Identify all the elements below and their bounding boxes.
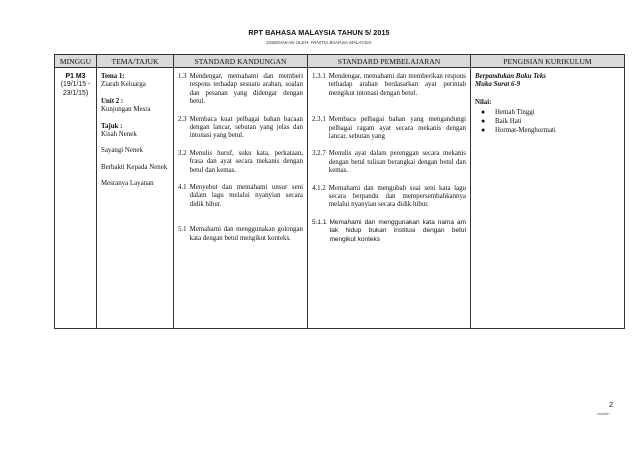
item-text: Mendengar, memahami dan memberi respons terhadap sesuatu arahan, soalan dan pesanan yang didengar dengan betul. bbox=[189, 73, 303, 106]
cell-standard-pembelajaran bbox=[308, 68, 471, 329]
standard-pembelajaran-item bbox=[312, 219, 466, 244]
item-text: Membaca kuat pelbagai bahan bacaan dengan lancar, sebutan yang jelas dan intonasi yang betul. bbox=[189, 115, 303, 140]
bullet-icon: ● bbox=[481, 126, 486, 135]
item-text: Membaca pelbagai bahan yang mengandungi pelbagai ragam ayat secara mekanis dengan lancar, sebutan yang bbox=[328, 116, 466, 141]
item-number: 2.3.1 bbox=[312, 116, 326, 124]
textbook-reference: Berpandukan Buku Teks bbox=[475, 73, 546, 80]
tema-label: Tema 1: bbox=[101, 73, 125, 80]
nilai-item: Hemah Tinggi bbox=[495, 109, 535, 117]
nilai-list bbox=[475, 108, 620, 135]
document-subtitle: DISEDIAKAN OLEH: PANITIA BAHASA MALAYSIA bbox=[266, 40, 372, 45]
tajuk-item: Berbakti Kepada Nenek bbox=[101, 163, 168, 171]
item-number: 4.1 bbox=[178, 184, 187, 192]
table-row bbox=[55, 68, 625, 329]
item-text: Mendengar, memahami dan memberikan respons terhadap arahan berdasarkan ayat perintah mengikut intonasi dengan betul. bbox=[328, 73, 466, 97]
unit-value: Kunjungan Mesra bbox=[101, 106, 151, 114]
week-dates-start: (19/1/15 - bbox=[60, 81, 91, 89]
page-footer-text: chuuhh bbox=[597, 412, 610, 416]
rpt-table bbox=[54, 54, 625, 329]
cell-pengisian-kurikulum bbox=[471, 68, 625, 329]
list-item bbox=[475, 117, 620, 126]
standard-kandungan-item bbox=[178, 150, 303, 175]
column-header-minggu: MINGGU bbox=[55, 55, 97, 68]
item-number: 5.1.1 bbox=[312, 218, 327, 226]
tema-value: Ziarah Keluarga bbox=[101, 81, 146, 89]
item-text: Menulis ayat dalam perenggan secara mekanis dengan betul tulisan berangkai dengan betul dan kemas. bbox=[328, 150, 466, 175]
standard-kandungan-item bbox=[178, 226, 303, 243]
item-number: 1.3 bbox=[178, 73, 187, 80]
standard-pembelajaran-item bbox=[312, 116, 466, 141]
list-item bbox=[475, 126, 620, 135]
item-text: Memahami dan mengubah suai seni kata lagu secara berpandu dan mempersembahkannya melalui nyanyian secara didik hibur. bbox=[328, 184, 466, 209]
nilai-item: Baik Hati bbox=[495, 118, 522, 126]
item-text: Menulis huruf, suku kata, perkataan, frasa dan ayat secara mekanis dengan betul dan kemas. bbox=[189, 149, 303, 174]
standard-pembelajaran-item bbox=[312, 73, 466, 98]
item-text: Menyebut dan memahami unsur seni dalam lagu melalui nyanyian secara didik hibur. bbox=[189, 184, 303, 208]
textbook-pages: Muka Surat 6-9 bbox=[475, 81, 521, 89]
standard-kandungan-item bbox=[178, 73, 303, 107]
nilai-label: Nilai: bbox=[475, 98, 492, 106]
standard-kandungan-item bbox=[178, 184, 303, 209]
item-text: Memahami dan menggunakan kata nama am tak hidup bukan institusi dengan betul mengikut konteks bbox=[329, 218, 466, 243]
list-item bbox=[475, 108, 620, 117]
tajuk-item: Sayangi Nenek bbox=[101, 147, 143, 155]
cell-minggu bbox=[55, 68, 97, 329]
cell-standard-kandungan bbox=[174, 68, 308, 329]
week-label: P1 M3 bbox=[65, 73, 86, 80]
tajuk-item: Mesranya Layanan bbox=[101, 180, 154, 188]
standard-pembelajaran-item bbox=[312, 150, 466, 175]
column-header-pengisian-kurikulum: PENGISIAN KURIKULUM bbox=[471, 55, 625, 68]
column-header-standard-pembelajaran: STANDARD PEMBELAJARAN bbox=[308, 55, 471, 68]
item-number: 1.3.1 bbox=[312, 73, 326, 80]
standard-kandungan-item bbox=[178, 116, 303, 141]
item-number: 4.1.2 bbox=[312, 184, 326, 192]
tajuk-label: Tajuk : bbox=[101, 122, 123, 130]
week-dates-end: 23/1/15) bbox=[62, 89, 89, 97]
page-number: 2 bbox=[609, 400, 614, 409]
standard-pembelajaran-item bbox=[312, 185, 466, 210]
table-header-row bbox=[55, 55, 625, 68]
column-header-standard-kandungan: STANDARD KANDUNGAN bbox=[174, 55, 308, 68]
item-number: 5.1 bbox=[178, 226, 187, 234]
bullet-icon: ● bbox=[481, 108, 486, 117]
cell-tema-tajuk bbox=[97, 68, 174, 329]
nilai-item: Hormat-Menghormati bbox=[495, 127, 556, 135]
item-text: Memahami dan menggunakan golongan kata dengan betul mengikut konteks. bbox=[189, 226, 303, 242]
item-number: 2.3 bbox=[178, 115, 187, 123]
item-number: 3.2 bbox=[178, 149, 187, 157]
document-title: RPT BAHASA MALAYSIA TAHUN 5/ 2015 bbox=[248, 28, 390, 37]
item-number: 3.2.7 bbox=[312, 150, 326, 158]
bullet-icon: ● bbox=[481, 117, 486, 126]
tajuk-item: Kisah Nenek bbox=[101, 131, 137, 139]
column-header-tema: TEMA/TAJUK bbox=[97, 55, 174, 68]
unit-label: Unit 2 : bbox=[101, 97, 124, 105]
